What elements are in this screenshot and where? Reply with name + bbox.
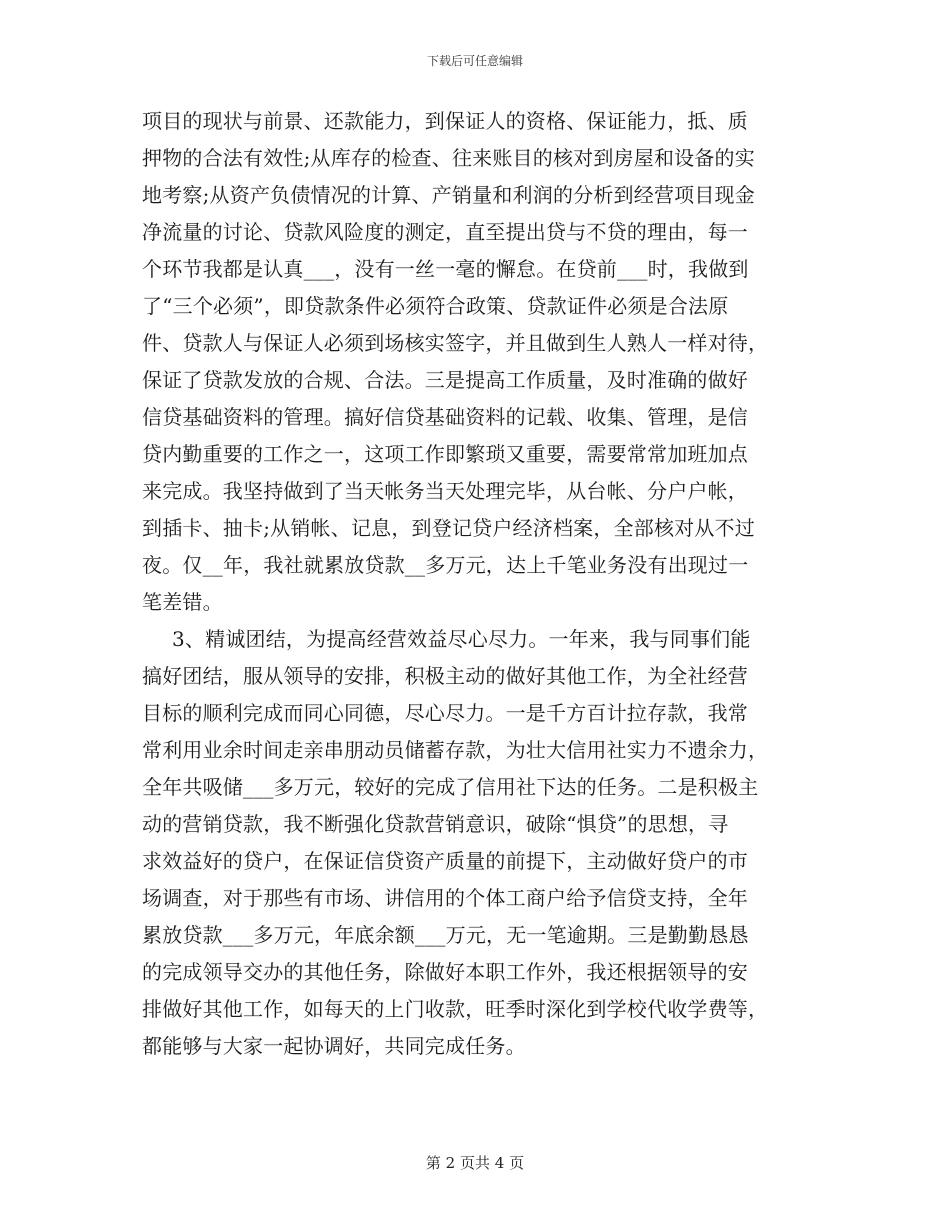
text-line: 贷内勤重要的工作之一，这项工作即繁琐又重要，需要常常加班加点 xyxy=(142,442,748,466)
text-line: 常利用业余时间走亲串朋动员储蓄存款，为壮大信用社实力不遗余力， xyxy=(142,738,769,762)
text-line: 夜。仅__年，我社就累放贷款__多万元，达上千笔业务没有出现过一 xyxy=(142,553,749,577)
text-line: 目标的顺利完成而同心同德，尽心尽力。一是千方百计拉存款，我常 xyxy=(142,701,748,725)
text-line: 排做好其他工作，如每天的上门收款，旺季时深化到学校代收学费等， xyxy=(142,997,769,1021)
text-line: 保证了贷款发放的合规、合法。三是提高工作质量，及时准确的做好 xyxy=(142,368,748,392)
text-line: 笔差错。 xyxy=(142,590,223,614)
section-heading-line: 3、精诚团结，为提高经营效益尽心尽力。一年来，我与同事们能 xyxy=(172,627,751,651)
text-line: 了“三个必须”，即贷款条件必须符合政策、贷款证件必须是合法原 xyxy=(142,294,729,318)
page-number: 第 2 页共 4 页 xyxy=(425,1154,525,1172)
text-line: 押物的合法有效性;从库存的检查、往来账目的核对到房屋和设备的实 xyxy=(142,146,755,170)
text-line: 搞好团结，服从领导的安排，积极主动的做好其他工作，为全社经营 xyxy=(142,664,748,688)
text-line: 全年共吸储___多万元，较好的完成了信用社下达的任务。二是积极主 xyxy=(142,775,759,799)
text-line: 信贷基础资料的管理。搞好信贷基础资料的记载、收集、管理，是信 xyxy=(142,405,748,429)
text-line: 求效益好的贷户，在保证信贷资产质量的前提下，主动做好贷户的市 xyxy=(142,849,748,873)
page-header: 下载后可任意编辑 xyxy=(426,54,523,68)
text-line: 都能够与大家一起协调好，共同完成任务。 xyxy=(142,1034,526,1058)
text-line: 动的营销贷款，我不断强化贷款营销意识，破除“惧贷”的思想，寻 xyxy=(142,812,729,836)
text-line: 件、贷款人与保证人必须到场核实签字，并且做到生人熟人一样对待， xyxy=(142,331,769,355)
text-line: 个环节我都是认真___，没有一丝一毫的懈怠。在贷前___时，我做到 xyxy=(142,257,749,281)
body-text xyxy=(142,103,808,1065)
text-line: 项目的现状与前景、还款能力，到保证人的资格、保证能力，抵、质 xyxy=(142,109,748,133)
text-line: 来完成。我坚持做到了当天帐务当天处理完毕，从台帐、分户户帐， xyxy=(142,479,748,503)
text-line: 地考察;从资产负债情况的计算、产销量和利润的分析到经营项目现金 xyxy=(142,183,755,207)
text-line: 净流量的讨论、贷款风险度的测定，直至提出贷与不贷的理由，每一 xyxy=(142,220,748,244)
text-line: 累放贷款___多万元，年底余额___万元，无一笔逾期。三是勤勤恳恳 xyxy=(142,923,749,947)
text-line: 场调查，对于那些有市场、讲信用的个体工商户给予信贷支持，全年 xyxy=(142,886,748,910)
text-line: 的完成领导交办的其他任务，除做好本职工作外，我还根据领导的安 xyxy=(142,960,748,984)
text-line: 到插卡、抽卡;从销帐、记息，到登记贷户经济档案，全部核对从不过 xyxy=(142,516,755,540)
